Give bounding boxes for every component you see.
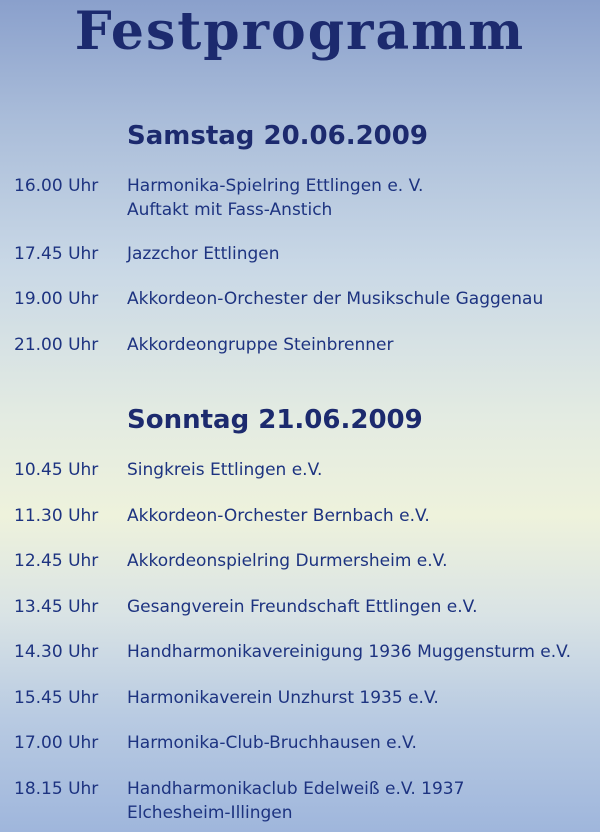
event-act-line1: Akkordeonspielring Durmersheim e.V. — [127, 551, 448, 571]
event-time: 18.15 Uhr — [14, 779, 99, 799]
event-time: 14.30 Uhr — [14, 642, 99, 662]
event-act-line2: Elchesheim-Illingen — [127, 803, 293, 823]
event-act-line1: Handharmonikaclub Edelweiß e.V. 1937 — [127, 779, 465, 799]
event-time: 12.45 Uhr — [14, 551, 99, 571]
event-act-line1: Singkreis Ettlingen e.V. — [127, 460, 323, 480]
page-title: Festprogramm — [74, 1, 526, 62]
event-act — [127, 777, 464, 825]
day-heading-saturday: Samstag 20.06.2009 — [127, 121, 428, 151]
event-time: 15.45 Uhr — [14, 688, 99, 708]
event-act-line2: Auftakt mit Fass-Anstich — [127, 200, 333, 220]
event-act-line1: Jazzchor Ettlingen — [127, 244, 280, 264]
event-act-line1: Gesangverein Freundschaft Ettlingen e.V. — [127, 597, 478, 617]
event-time: 13.45 Uhr — [14, 597, 99, 617]
event-time: 17.00 Uhr — [14, 733, 99, 753]
event-time: 10.45 Uhr — [14, 460, 99, 480]
event-time: 21.00 Uhr — [14, 335, 99, 355]
event-act-line1: Harmonika-Spielring Ettlingen e. V. — [127, 176, 424, 196]
event-act-line1: Harmonikaverein Unzhurst 1935 e.V. — [127, 688, 439, 708]
event-act-line1: Harmonika-Club-Bruchhausen e.V. — [127, 733, 417, 753]
event-act-line1: Handharmonikavereinigung 1936 Muggensturm e.V. — [127, 642, 572, 662]
event-time: 16.00 Uhr — [14, 176, 99, 196]
event-act-line1: Akkordeon-Orchester Bernbach e.V. — [127, 506, 430, 526]
event-time: 17.45 Uhr — [14, 244, 99, 264]
event-act — [127, 174, 423, 222]
day-heading-sunday: Sonntag 21.06.2009 — [127, 405, 423, 435]
event-time: 11.30 Uhr — [14, 506, 99, 526]
event-act-line1: Akkordeon-Orchester der Musikschule Gaggenau — [127, 289, 544, 309]
event-time: 19.00 Uhr — [14, 289, 99, 309]
event-act-line1: Akkordeongruppe Steinbrenner — [127, 335, 394, 355]
